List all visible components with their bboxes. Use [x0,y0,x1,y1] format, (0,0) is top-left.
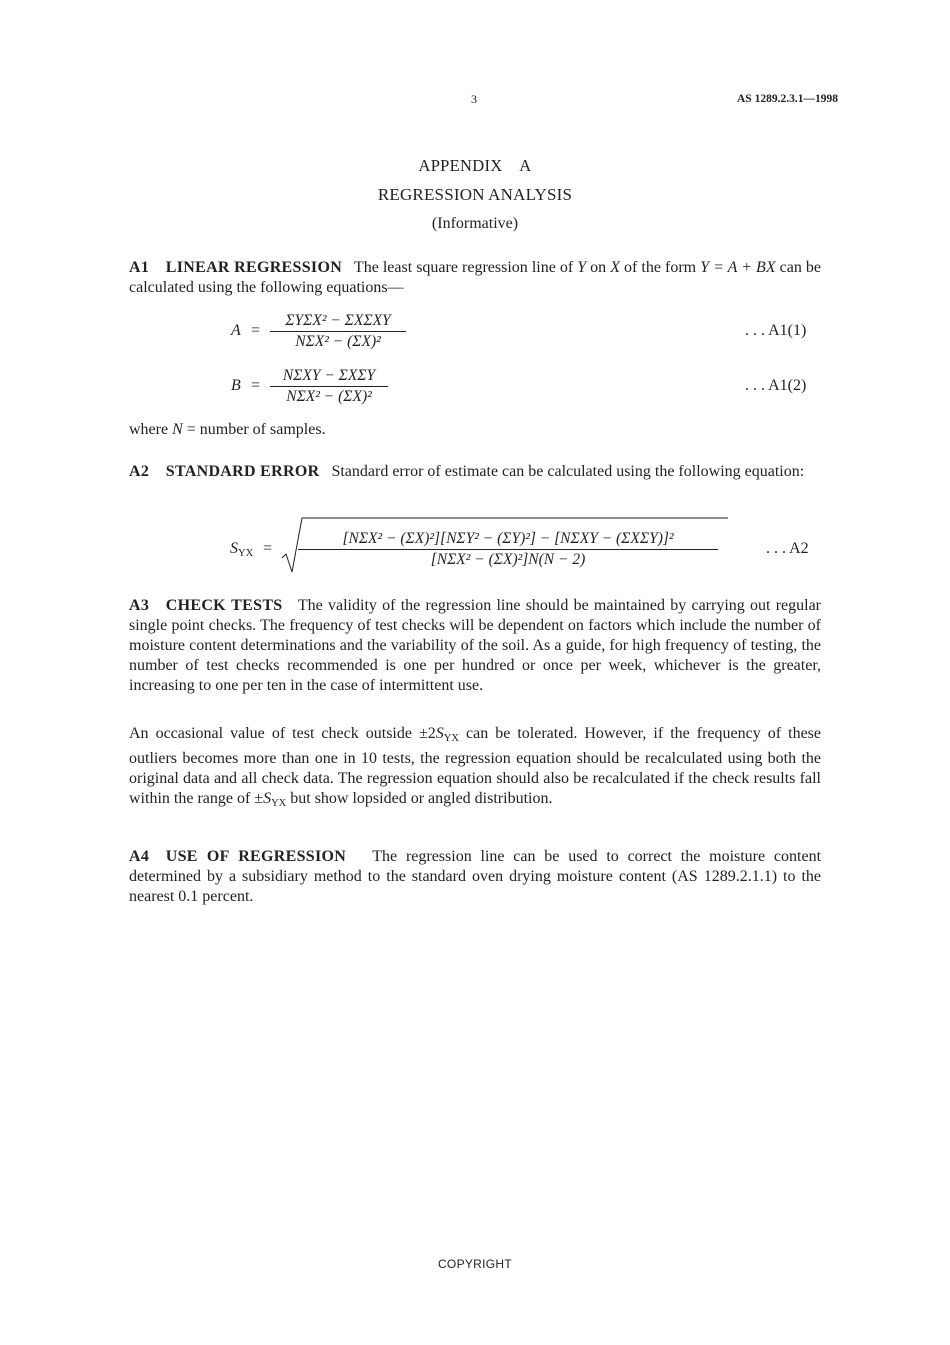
eq2-numerator: NΣXY − ΣXΣY [282,367,376,384]
section-a1-heading: A1 LINEAR REGRESSION [129,259,343,276]
appendix-heading: REGRESSION ANALYSIS [377,185,573,204]
eq1-number: . . . A1(1) [745,322,807,339]
where-clause [129,420,821,440]
section-a1-paragraph [129,258,821,298]
a1-text-form: of the form [620,259,697,276]
eq3-lhs-subscript: YX [238,548,254,559]
a2-text: Standard error of estimate can be calculated using the following equation: [331,463,805,480]
copyright-footer: COPYRIGHT [437,1257,513,1271]
appendix-title: APPENDIX A [418,156,532,175]
eq1-equals: = [251,322,261,339]
standard-number: AS 1289.2.3.1—1998 [737,93,838,105]
appendix-status: (Informative) [431,215,519,232]
eq1-numerator: ΣYΣX² − ΣXΣXY [285,312,391,329]
a1-linear-form: Y = A + BX [700,259,776,276]
section-a3-heading: A3 CHECK TESTS [129,597,283,614]
a3-text: The validity of the regression line should be maintained by carrying out regular single point checks. The frequency of test checks will be dependent on factors which include the number of moisture content determinations and the variability of the soil. As a guide, for high frequency of testing, the number of test checks recommended is one per hundred or once per week, whichever is the greater, increasing to one per ten in the case of intermittent use. [129,597,822,694]
section-a3-paragraph [129,596,821,696]
eq3-numerator: [NΣX² − (ΣX)²][NΣY² − (ΣY)²] − [NΣXY − (ΣXΣY)]² [342,530,674,547]
where-var-n: N [172,421,183,438]
eq3-lhs-s: S [230,540,238,557]
eq2-denominator: NΣX² − (ΣX)² [270,386,388,407]
eq1-denominator: NΣX² − (ΣX)² [270,331,406,352]
a1-text: The least square regression line of [353,259,578,276]
a4-text: The regression line can be used to correct the moisture content determined by a subsidiary method to the standard oven drying moisture content (AS 1289.2.1.1) to the nearest 0.1 percent. [129,848,822,905]
eq3-lhs [230,540,253,559]
eq3-equals: = [263,540,273,557]
section-a4-heading: A4 USE OF REGRESSION [129,848,347,865]
a3-p2-subscript-2: YX [271,798,287,809]
eq2-equals: = [251,377,261,394]
a3-p2-var-s2: S [263,790,272,807]
eq2-lhs: B [231,377,241,394]
eq2-fraction [270,366,388,407]
a3-p2-text-c: but show lopsided or angled distribution. [286,790,553,807]
section-a3-paragraph-2 [129,724,821,814]
a3-p2-subscript: YX [443,733,459,744]
a1-var-x: X [610,259,621,276]
where-definition: = number of samples. [182,421,326,438]
section-a4-paragraph [129,847,821,907]
a1-text-on: on [586,259,611,276]
where-text: where [129,421,173,438]
eq2-number: . . . A1(2) [745,377,807,394]
section-a2-heading: A2 STANDARD ERROR [129,463,320,480]
eq1-lhs: A [231,322,241,339]
a1-var-y: Y [577,259,587,276]
eq3-number: . . . A2 [766,540,809,557]
a3-p2-var-s: S [435,725,444,742]
a3-p2-text-a: An occasional value of test check outside ±2 [129,725,436,742]
section-a2-paragraph [129,462,821,482]
page-number: 3 [471,92,477,106]
eq1-fraction [270,311,406,352]
eq3-denominator: [NΣX² − (ΣX)²]N(N − 2) [298,549,718,570]
a1-text-equations: can be calculated using the following equations— [129,259,822,296]
eq3-fraction [298,529,718,570]
a3-p2-text-b: can be tolerated. However, if the frequency of these outliers becomes more than one in 10 tests, the regression equation should be recalculated using both the original data and all check data. The regression equation should also be recalculated if the check results fall within the range of ± [129,725,821,807]
